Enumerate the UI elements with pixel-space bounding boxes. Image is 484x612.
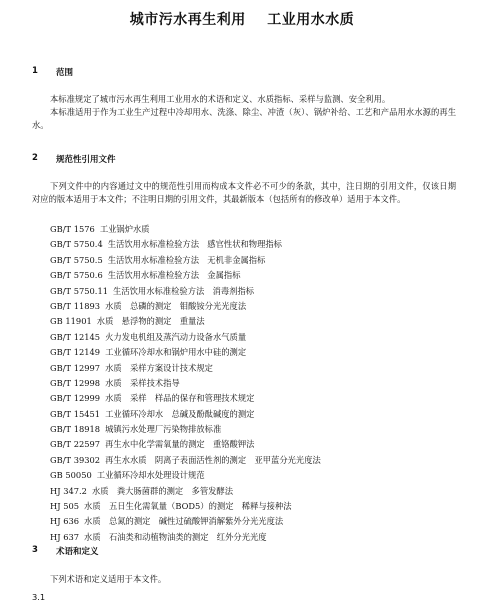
- reference-title: 水质 悬浮物的测定 重量法: [96, 316, 205, 327]
- reference-code: GB/T 18918: [50, 424, 101, 435]
- reference-code: HJ 505: [50, 501, 80, 512]
- section-1-title: 范围: [56, 68, 74, 78]
- reference-title: 工业循环冷却水处理设计规范: [96, 470, 205, 481]
- reference-code: GB/T 11893: [50, 300, 101, 311]
- reference-item: [50, 299, 321, 314]
- reference-code: GB/T 22597: [50, 439, 101, 450]
- section-1-paragraph-1: 本标准规定了城市污水再生利用工业用水的术语和定义、水质指标、采样与监测、安全利用。: [50, 94, 391, 104]
- reference-title: 再生水水质 阴离子表面活性剂的测定 亚甲蓝分光光度法: [105, 454, 321, 465]
- section-1-number: 1: [32, 66, 38, 76]
- reference-item: [50, 345, 321, 360]
- reference-title: 城镇污水处理厂污染物排放标准: [105, 424, 222, 435]
- term-number: 3.1: [32, 592, 46, 602]
- reference-item: [50, 407, 321, 422]
- section-3-number: 3: [32, 545, 38, 555]
- reference-item: [50, 222, 321, 237]
- reference-item: [50, 499, 321, 514]
- reference-title: 水质 石油类和动植物油类的测定 红外分光光度: [84, 531, 267, 542]
- section-3-title: 术语和定义: [56, 547, 99, 557]
- reference-code: HJ 637: [50, 531, 80, 542]
- reference-title: 生活饮用水标准检验方法 消毒剂指标: [113, 285, 255, 296]
- reference-item: [50, 437, 321, 452]
- reference-title: 工业循环冷却水和锅炉用水中硅的测定: [105, 347, 247, 358]
- section-1-paragraph-2: 本标准适用于作为工业生产过程中冷却用水、洗涤、除尘、冲渣（灰）、锅炉补给、工艺和产品用水水源的再生水。: [32, 107, 456, 130]
- reference-code: GB/T 12998: [50, 377, 101, 388]
- reference-item: [50, 391, 321, 406]
- reference-item: [50, 314, 321, 329]
- reference-item: [50, 484, 321, 499]
- reference-item: [50, 253, 321, 268]
- reference-code: GB/T 5750.5: [50, 254, 103, 265]
- reference-code: GB/T 12997: [50, 362, 101, 373]
- reference-title: 生活饮用水标准检验方法 无机非金属指标: [107, 254, 266, 265]
- reference-code: GB 50050: [50, 470, 92, 481]
- reference-code: GB/T 15451: [50, 408, 101, 419]
- reference-code: GB/T 5750.6: [50, 270, 103, 281]
- reference-title: 水质 总磷的测定 钼酸铵分光光度法: [105, 300, 247, 311]
- reference-code: GB/T 1576: [50, 224, 95, 234]
- reference-code: GB/T 12145: [50, 331, 101, 342]
- reference-title: 生活饮用水标准检验方法 金属指标: [107, 270, 241, 281]
- reference-item: [50, 468, 321, 483]
- reference-item: [50, 453, 321, 468]
- reference-code: GB/T 39302: [50, 454, 101, 465]
- reference-item: [50, 237, 321, 252]
- reference-code: GB 11901: [50, 316, 92, 327]
- reference-item: [50, 514, 321, 529]
- reference-code: GB/T 12149: [50, 347, 101, 358]
- reference-code: GB/T 5750.4: [50, 239, 103, 250]
- reference-title: 水质 采样方案设计技术规定: [105, 362, 213, 373]
- reference-title: 火力发电机组及蒸汽动力设备水气质量: [105, 331, 247, 342]
- reference-code: HJ 347.2: [50, 485, 87, 496]
- reference-item: [50, 376, 321, 391]
- reference-code: GB/T 12999: [50, 393, 101, 404]
- reference-title: 水质 采样技术指导: [105, 377, 180, 388]
- normative-references-list: [50, 222, 321, 545]
- section-2-number: 2: [32, 153, 38, 163]
- section-2-title: 规范性引用文件: [56, 155, 116, 165]
- reference-item: [50, 361, 321, 376]
- reference-code: GB/T 5750.11: [50, 285, 109, 296]
- section-3-paragraph-1: 下列术语和定义适用于本文件。: [50, 574, 167, 584]
- reference-title: 水质 五日生化需氧量（BOD5）的测定 稀释与接种法: [84, 501, 292, 512]
- section-2-paragraph-1: 下列文件中的内容通过文中的规范性引用而构成本文件必不可少的条款，其中，注日期的引用文件，仅该日期对应的版本适用于本文件；不注明日期的引用文件，其最新版本（包括所有的修改单）适用于本文件。: [32, 181, 456, 204]
- reference-title: 水质 粪大肠菌群的测定 多管发酵法: [91, 485, 234, 496]
- reference-item: [50, 530, 321, 545]
- document-title: 城市污水再生利用 工业用水水质: [129, 12, 355, 28]
- reference-title: 再生水中化学需氧量的测定 重铬酸钾法: [105, 439, 255, 450]
- reference-title: 工业锅炉水质: [99, 224, 150, 234]
- reference-item: [50, 268, 321, 283]
- reference-item: [50, 284, 321, 299]
- reference-item: [50, 330, 321, 345]
- reference-title: 生活饮用水标准检验方法 感官性状和物理指标: [107, 239, 282, 250]
- reference-title: 水质 采样 样品的保存和管理技术规定: [105, 393, 255, 404]
- reference-title: 工业循环冷却水 总碱及酚酞碱度的测定: [105, 408, 255, 419]
- reference-item: [50, 422, 321, 437]
- reference-title: 水质 总氮的测定 碱性过硫酸钾消解紫外分光光度法: [84, 516, 284, 527]
- reference-code: HJ 636: [50, 516, 80, 527]
